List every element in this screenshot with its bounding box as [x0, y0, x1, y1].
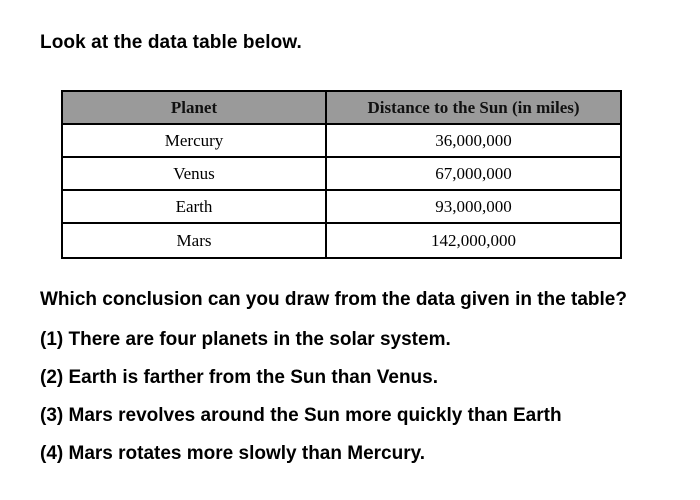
planet-cell: Mercury	[62, 124, 326, 157]
header-distance: Distance to the Sun (in miles)	[326, 91, 621, 124]
table-row	[62, 124, 621, 157]
answer-option-3[interactable]: (3) Mars revolves around the Sun more quickly than Earth	[40, 405, 562, 426]
answer-option-2[interactable]: (2) Earth is farther from the Sun than Venus.	[40, 367, 439, 388]
header-planet: Planet	[62, 91, 326, 124]
planet-cell: Venus	[62, 157, 326, 190]
distance-cell: 142,000,000	[326, 223, 621, 258]
planet-cell: Mars	[62, 223, 326, 258]
table-row	[62, 157, 621, 190]
table-row	[62, 223, 621, 258]
table-header-row	[62, 91, 621, 124]
answer-option-4[interactable]: (4) Mars rotates more slowly than Mercury.	[40, 443, 426, 464]
answer-options	[40, 328, 562, 480]
distance-cell: 67,000,000	[326, 157, 621, 190]
intro-text: Look at the data table below.	[40, 32, 302, 53]
answer-option-1[interactable]: (1) There are four planets in the solar system.	[40, 329, 451, 350]
planet-cell: Earth	[62, 190, 326, 223]
distance-cell: 36,000,000	[326, 124, 621, 157]
distance-cell: 93,000,000	[326, 190, 621, 223]
question-text: Which conclusion can you draw from the data given in the table?	[40, 289, 627, 310]
table-row	[62, 190, 621, 223]
planet-distance-table	[61, 90, 622, 259]
